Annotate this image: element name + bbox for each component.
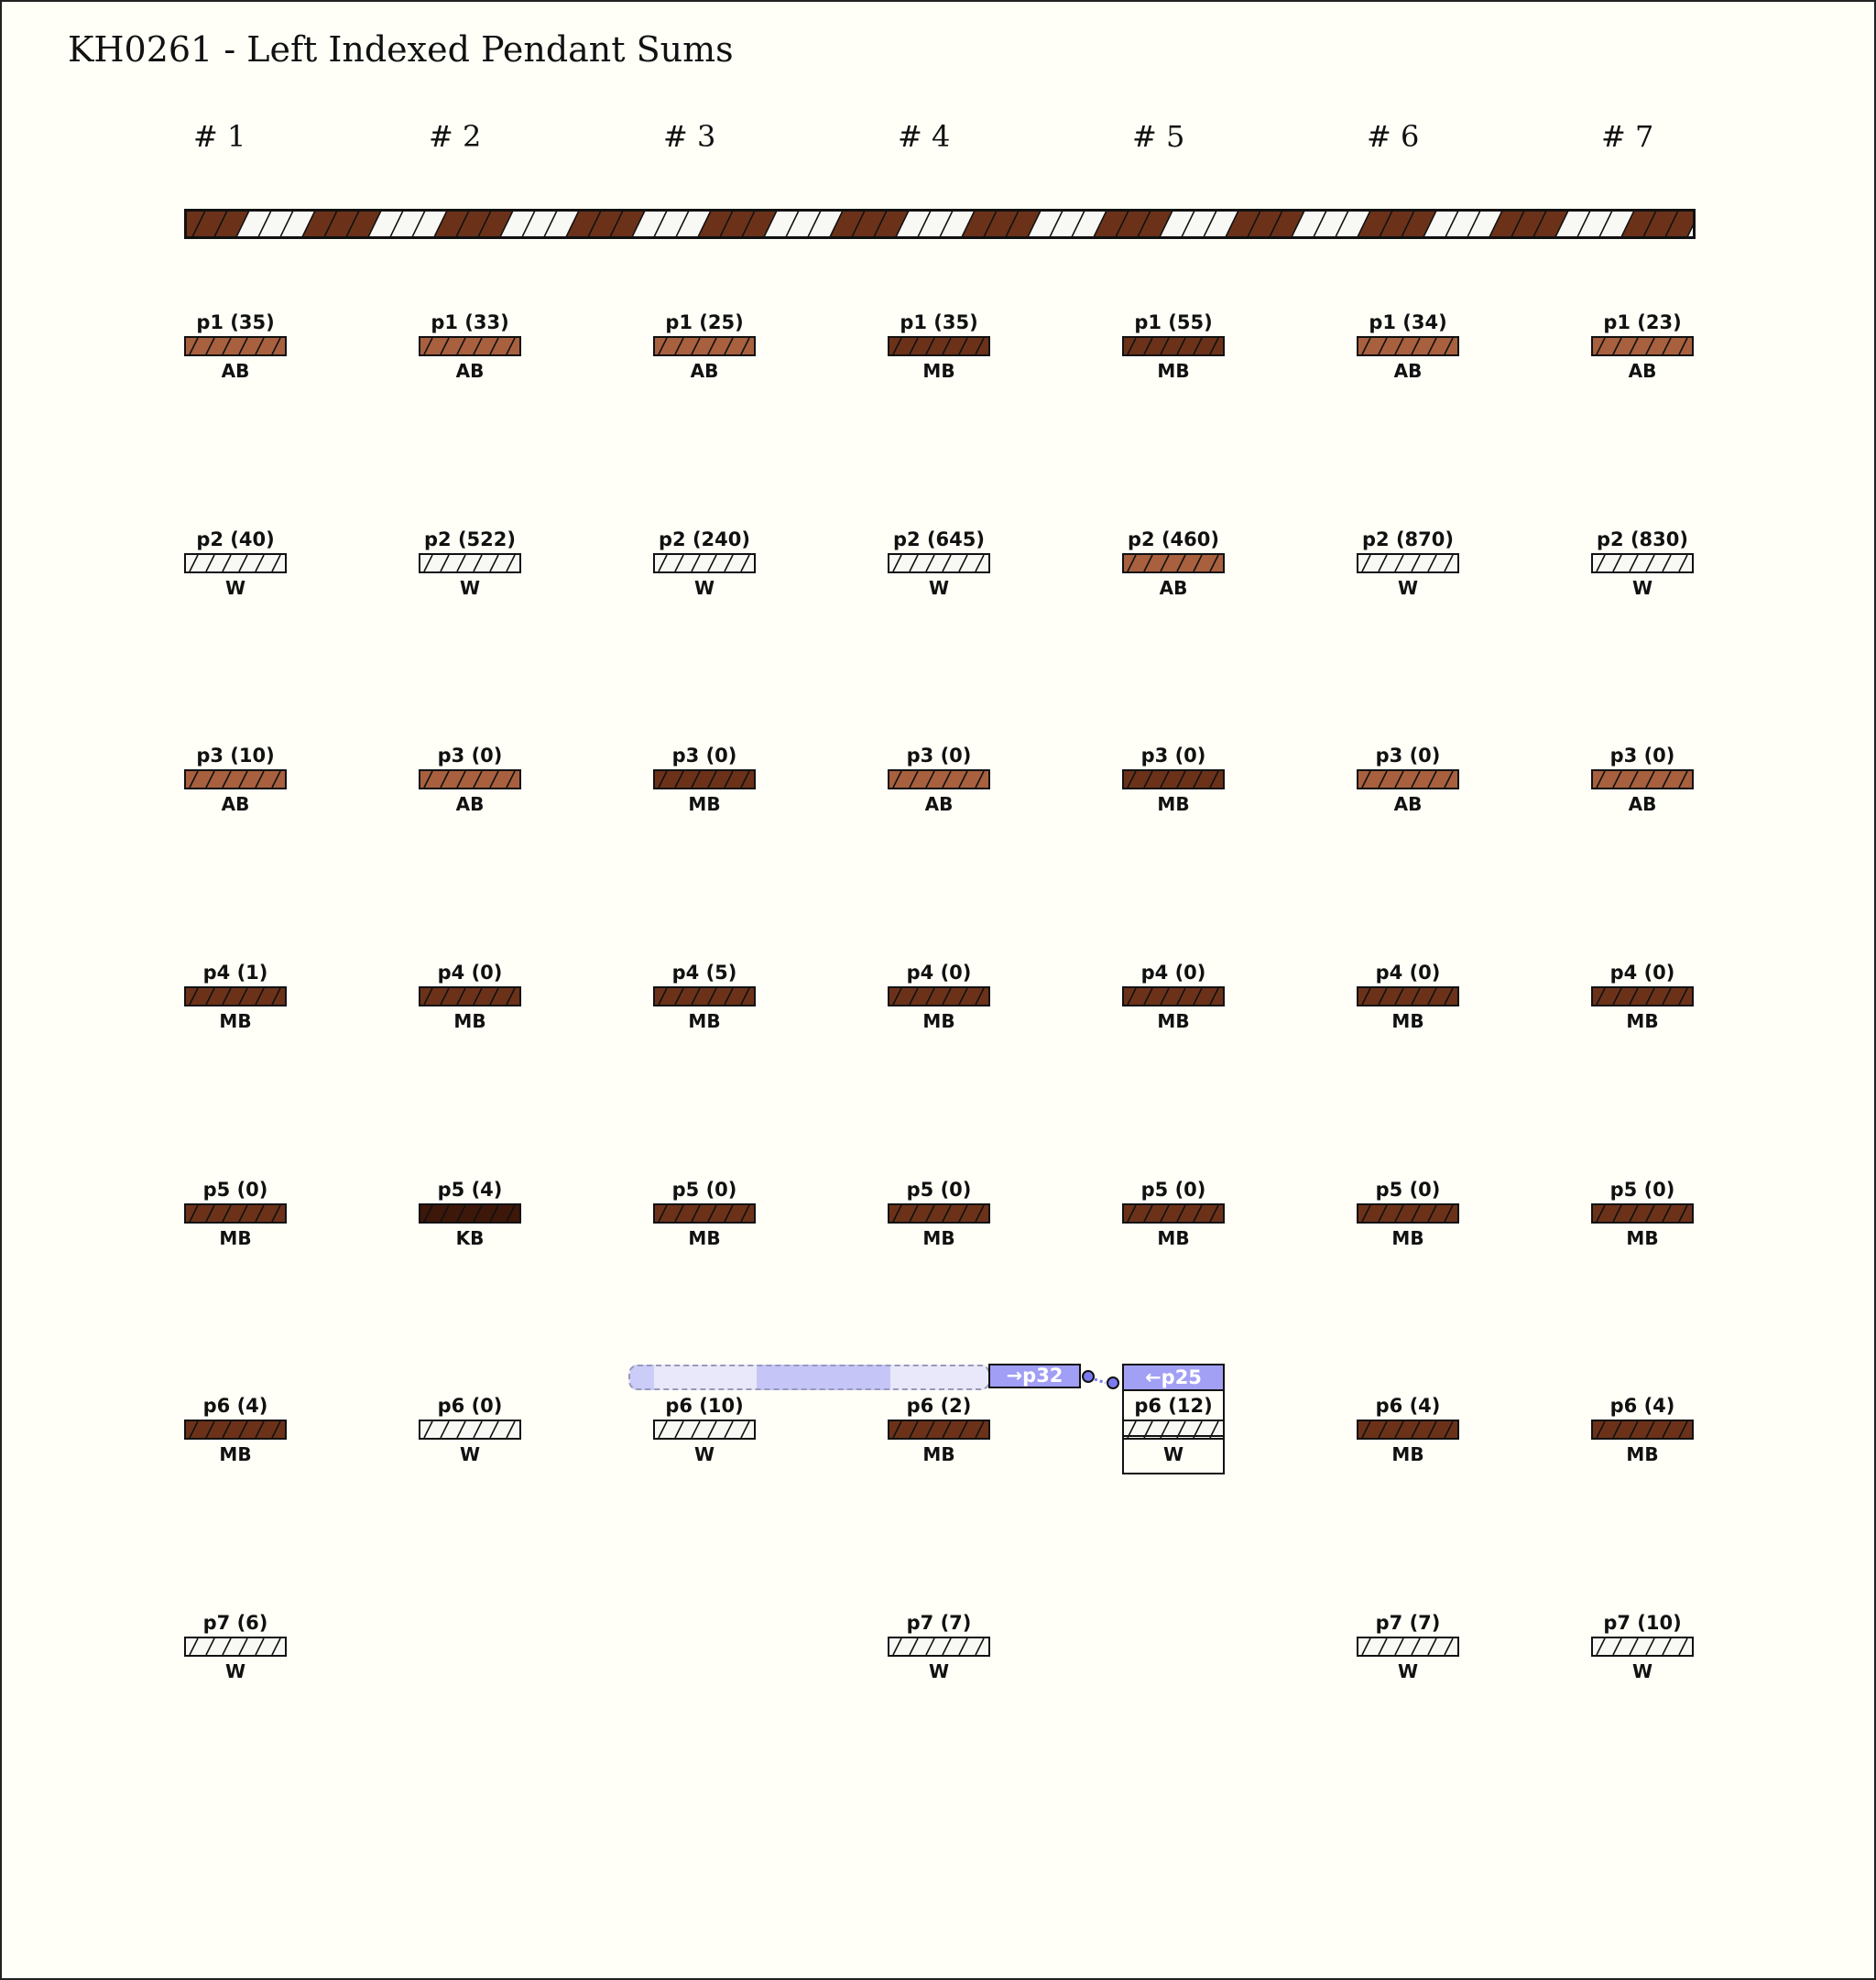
pendant-label: p3 (0): [906, 745, 972, 767]
pendant-label: p6 (12): [1134, 1395, 1213, 1417]
pendant[interactable]: [184, 311, 287, 385]
pendant-color-code: W: [224, 577, 246, 599]
pendant-label: p6 (2): [906, 1395, 972, 1417]
pendant-cord: [1357, 986, 1459, 1006]
pendant-cord: [888, 1203, 990, 1224]
pendant-color-code: W: [693, 1443, 715, 1465]
pendant-color-code: AB: [690, 360, 719, 382]
pendant-color-code: W: [928, 577, 950, 599]
group-label-2: # 2: [429, 119, 482, 154]
pendant-label: p5 (0): [906, 1179, 972, 1201]
group-label-6: # 6: [1367, 119, 1420, 154]
pendant-cord: [1591, 336, 1694, 356]
link-target-tag: ←p25: [1124, 1365, 1223, 1391]
pendant-label: p6 (10): [665, 1395, 744, 1417]
pendant-label: p3 (0): [1140, 745, 1206, 767]
pendant[interactable]: [653, 745, 756, 818]
pendant-color-code: MB: [922, 360, 955, 382]
pendant[interactable]: [653, 1395, 756, 1468]
pendant-label: p4 (1): [202, 962, 268, 984]
pendant[interactable]: [1122, 745, 1225, 818]
pendant-cord: [184, 1420, 287, 1440]
pendant-color-code: MB: [688, 1010, 721, 1032]
pendant-label: p7 (7): [1375, 1612, 1441, 1634]
pendant-label: p4 (0): [1375, 962, 1441, 984]
pendant-cord: [1591, 1420, 1694, 1440]
main-cord: [184, 209, 1696, 239]
pendant-label: p5 (0): [1140, 1179, 1206, 1201]
pendant-color-code: AB: [221, 793, 250, 815]
pendant-color-code: W: [1397, 577, 1419, 599]
pendant-color-code: AB: [1628, 360, 1657, 382]
pendant-cord: [184, 1203, 287, 1224]
pendant[interactable]: [184, 1395, 287, 1468]
pendant-label: p2 (870): [1362, 528, 1454, 550]
pendant-color-code: MB: [922, 1010, 955, 1032]
pendant[interactable]: [1122, 311, 1225, 385]
pendant-label: p1 (35): [900, 311, 978, 333]
pendant-cord: [184, 769, 287, 789]
pendant-color-code: W: [1631, 1660, 1653, 1682]
pendant-cord: [1357, 1637, 1459, 1657]
pendant-cord: [1122, 1203, 1225, 1224]
pendant[interactable]: [184, 1612, 287, 1685]
pendant[interactable]: [1357, 1612, 1459, 1685]
pendant-color-code: MB: [688, 1227, 721, 1249]
pendant-cord: [184, 986, 287, 1006]
pendant[interactable]: [1122, 1179, 1225, 1252]
pendant-label: p5 (0): [1375, 1179, 1441, 1201]
pendant-label: p1 (23): [1603, 311, 1682, 333]
pendant[interactable]: [1357, 1179, 1459, 1252]
pendant[interactable]: [888, 962, 990, 1035]
pendant-label: p1 (33): [431, 311, 509, 333]
pendant[interactable]: [1357, 311, 1459, 385]
pendant-color-code: MB: [1157, 1010, 1190, 1032]
pendant-cord: [419, 336, 521, 356]
pendant[interactable]: [1591, 311, 1694, 385]
group-label-5: # 5: [1132, 119, 1185, 154]
pendant-color-code: MB: [219, 1227, 252, 1249]
pendant-color-code: MB: [922, 1227, 955, 1249]
pendant[interactable]: [419, 745, 521, 818]
pendant-color-code: W: [1631, 577, 1653, 599]
pendant-label: p6 (0): [437, 1395, 503, 1417]
pendant-cord: [653, 986, 756, 1006]
pendant-cord: [419, 769, 521, 789]
link-box-divider: [1124, 1435, 1223, 1437]
pendant-color-code: MB: [1626, 1443, 1659, 1465]
group-label-4: # 4: [898, 119, 951, 154]
pendant-color-code: AB: [1393, 360, 1423, 382]
pendant-cord: [1122, 986, 1225, 1006]
pendant-color-code: AB: [221, 360, 250, 382]
pendant-color-code: AB: [924, 793, 954, 815]
group-label-7: # 7: [1601, 119, 1654, 154]
pendant-label: p2 (40): [196, 528, 275, 550]
pendant-color-code: MB: [1157, 1227, 1190, 1249]
pendant-label: p4 (0): [437, 962, 503, 984]
pendant-label: p3 (0): [1609, 745, 1675, 767]
pendant-label: p2 (645): [893, 528, 985, 550]
pendant-color-code: MB: [1626, 1010, 1659, 1032]
pendant-cord: [1591, 553, 1694, 573]
pendant-label: p5 (0): [671, 1179, 737, 1201]
pendant-color-code: MB: [1391, 1443, 1424, 1465]
pendant-label: p1 (25): [665, 311, 744, 333]
pendant-label: p1 (55): [1134, 311, 1213, 333]
pendant[interactable]: [888, 1179, 990, 1252]
pendant[interactable]: [184, 528, 287, 602]
pendant[interactable]: [184, 962, 287, 1035]
pendant-label: p1 (34): [1369, 311, 1447, 333]
pendant-label: p6 (4): [1609, 1395, 1675, 1417]
pendant-cord: [888, 1637, 990, 1657]
pendant-cord: [888, 336, 990, 356]
pendant[interactable]: [1591, 528, 1694, 602]
pendant-color-code: W: [928, 1660, 950, 1682]
pendant[interactable]: [653, 962, 756, 1035]
pendant-cord: [888, 1420, 990, 1440]
pendant-color-code: W: [224, 1660, 246, 1682]
pendant-color-code: W: [1162, 1443, 1184, 1465]
pendant-label: p3 (10): [196, 745, 275, 767]
pendant-label: p5 (4): [437, 1179, 503, 1201]
pendant-cord: [888, 553, 990, 573]
pendant-color-code: AB: [455, 793, 485, 815]
pendant[interactable]: [419, 1395, 521, 1468]
pendant-cord: [653, 769, 756, 789]
pendant-label: p6 (4): [202, 1395, 268, 1417]
pendant[interactable]: [419, 1179, 521, 1252]
pendant[interactable]: [888, 1612, 990, 1685]
pendant-label: p2 (240): [659, 528, 750, 550]
pendant-color-code: MB: [1626, 1227, 1659, 1249]
pendant[interactable]: [1591, 1612, 1694, 1685]
pendant[interactable]: [1591, 745, 1694, 818]
pendant[interactable]: [888, 745, 990, 818]
pendant-label: p4 (0): [906, 962, 972, 984]
pendant-cord: [419, 1420, 521, 1440]
pendant[interactable]: [1122, 962, 1225, 1035]
pendant[interactable]: [1591, 1395, 1694, 1468]
pendant-color-code: MB: [219, 1443, 252, 1465]
pendant[interactable]: [888, 528, 990, 602]
group-label-1: # 1: [193, 119, 246, 154]
pendant[interactable]: [1357, 745, 1459, 818]
pendant-color-code: W: [1397, 1660, 1419, 1682]
pendant-color-code: MB: [219, 1010, 252, 1032]
pendant-cord: [888, 769, 990, 789]
pendant-color-code: MB: [1157, 793, 1190, 815]
pendant[interactable]: [1357, 1395, 1459, 1468]
pendant[interactable]: [1122, 528, 1225, 602]
pendant[interactable]: [1357, 528, 1459, 602]
pendant-cord: [1357, 553, 1459, 573]
pendant-color-code: AB: [1159, 577, 1188, 599]
pendant-cord: [1122, 336, 1225, 356]
pendant-label: p3 (0): [1375, 745, 1441, 767]
pendant[interactable]: [1591, 962, 1694, 1035]
pendant-label: p1 (35): [196, 311, 275, 333]
link-source-tag[interactable]: →p32: [988, 1364, 1081, 1388]
pendant-color-code: MB: [1157, 360, 1190, 382]
pendant-color-code: MB: [922, 1443, 955, 1465]
pendant[interactable]: [419, 311, 521, 385]
pendant-label: p7 (7): [906, 1612, 972, 1634]
link-track[interactable]: [628, 1365, 990, 1390]
pendant-cord: [1591, 986, 1694, 1006]
pendant-cord: [1122, 553, 1225, 573]
pendant-color-code: AB: [455, 360, 485, 382]
pendant-cord: [653, 336, 756, 356]
pendant-cord: [419, 553, 521, 573]
pendant[interactable]: [888, 1395, 990, 1468]
pendant-cord: [1357, 336, 1459, 356]
pendant-label: p5 (0): [1609, 1179, 1675, 1201]
pendant-label: p3 (0): [671, 745, 737, 767]
pendant-cord: [419, 1203, 521, 1224]
diagram-title: KH0261 - Left Indexed Pendant Sums: [68, 29, 734, 70]
pendant-label: p6 (4): [1375, 1395, 1441, 1417]
pendant[interactable]: [184, 745, 287, 818]
pendant-label: p5 (0): [202, 1179, 268, 1201]
pendant-label: p3 (0): [437, 745, 503, 767]
pendant-cord: [1591, 1637, 1694, 1657]
pendant-cord: [184, 553, 287, 573]
link-connector: [1078, 1361, 1124, 1388]
pendant-cord: [1591, 1203, 1694, 1224]
pendant-color-code: W: [693, 577, 715, 599]
pendant[interactable]: [1357, 962, 1459, 1035]
pendant-cord: [653, 1203, 756, 1224]
pendant-label: p7 (10): [1603, 1612, 1682, 1634]
pendant-color-code: MB: [1391, 1010, 1424, 1032]
pendant-cord: [1357, 769, 1459, 789]
pendant-cord: [653, 553, 756, 573]
pendant-color-code: MB: [453, 1010, 486, 1032]
pendant[interactable]: [653, 311, 756, 385]
pendant-cord: [184, 1637, 287, 1657]
pendant-label: p2 (522): [424, 528, 516, 550]
pendant-color-code: KB: [455, 1227, 485, 1249]
pendant-cord: [888, 986, 990, 1006]
pendant[interactable]: [888, 311, 990, 385]
pendant[interactable]: [419, 528, 521, 602]
linked-pendant-box[interactable]: [1122, 1364, 1225, 1474]
pendant[interactable]: [419, 962, 521, 1035]
pendant-label: p2 (460): [1128, 528, 1219, 550]
pendant[interactable]: [653, 528, 756, 602]
pendant[interactable]: [1591, 1179, 1694, 1252]
pendant-color-code: AB: [1628, 793, 1657, 815]
pendant-color-code: AB: [1393, 793, 1423, 815]
group-label-3: # 3: [663, 119, 716, 154]
pendant-label: p4 (0): [1609, 962, 1675, 984]
pendant-cord: [184, 336, 287, 356]
pendant-cord: [1357, 1420, 1459, 1440]
pendant-cord: [1357, 1203, 1459, 1224]
pendant-label: p4 (5): [671, 962, 737, 984]
pendant-label: p2 (830): [1597, 528, 1688, 550]
pendant-label: p4 (0): [1140, 962, 1206, 984]
pendant-cord: [1122, 769, 1225, 789]
pendant-cord: [1591, 769, 1694, 789]
pendant-label: p7 (6): [202, 1612, 268, 1634]
pendant[interactable]: [653, 1179, 756, 1252]
pendant-color-code: W: [459, 1443, 481, 1465]
pendant-color-code: MB: [1391, 1227, 1424, 1249]
pendant[interactable]: [184, 1179, 287, 1252]
pendant-cord: [419, 986, 521, 1006]
pendant-cord: [653, 1420, 756, 1440]
pendant-color-code: W: [459, 577, 481, 599]
pendant-color-code: MB: [688, 793, 721, 815]
